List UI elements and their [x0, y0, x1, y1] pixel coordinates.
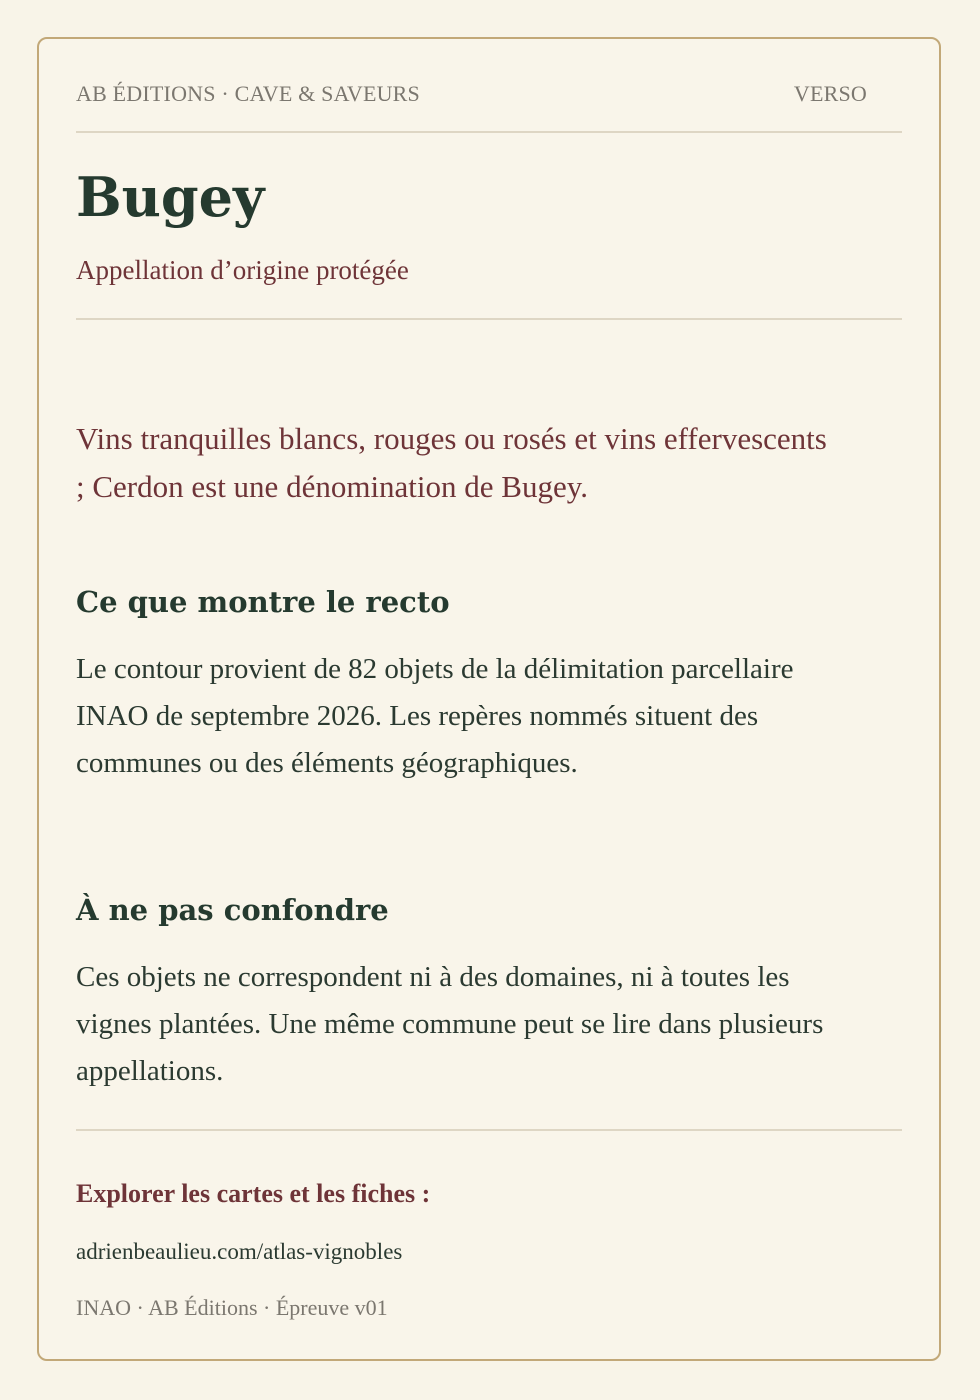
credits-label: INAO · AB Éditions · Épreuve v01	[76, 1295, 388, 1320]
appellation-title: Bugey	[76, 165, 265, 229]
section-heading-recto: Ce que montre le recto	[76, 585, 450, 619]
appellation-status: Appellation d’origine protégée	[76, 255, 409, 285]
header-divider	[76, 131, 902, 133]
card-header	[76, 81, 902, 113]
section-text-recto: Le contour provient de 82 objets de la délimitation parcellaire INAO de septembre 2026. Les repères nommés situent des communes ou des éléments géographiques.	[76, 653, 794, 779]
atlas-link[interactable]: adrienbeaulieu.com/atlas-vignobles	[76, 1239, 403, 1264]
section-text-confusion: Ces objets ne correspondent ni à des domaines, ni à toutes les vignes plantées. Une même commune peut se lire dans plusieurs appellations.	[76, 961, 824, 1087]
side-label: VERSO	[793, 81, 867, 106]
title-divider	[76, 318, 902, 320]
section-heading-confusion: À ne pas confondre	[76, 893, 389, 927]
explore-label: Explorer les cartes et les fiches :	[76, 1179, 431, 1208]
publisher-label: AB ÉDITIONS · CAVE & SAVEURS	[76, 81, 420, 106]
card-content	[76, 39, 902, 1359]
appellation-description: Vins tranquilles blancs, rouges ou rosés et vins effervescents ; Cerdon est une dénomination de Bugey.	[76, 421, 827, 504]
footer-divider	[76, 1129, 902, 1131]
info-card	[37, 37, 941, 1361]
